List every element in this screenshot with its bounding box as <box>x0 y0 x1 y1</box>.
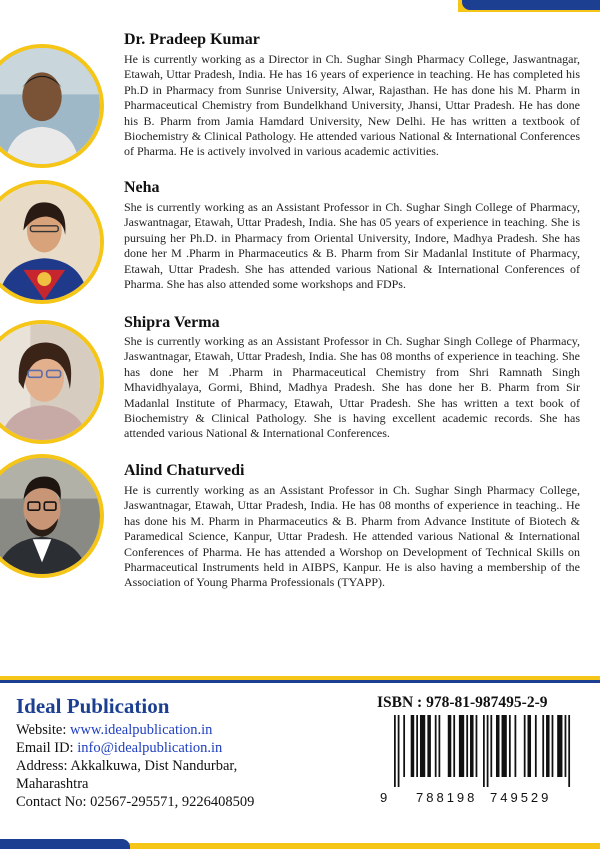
publisher-email <box>16 740 222 757</box>
author-photo <box>0 180 104 304</box>
author-name: Dr. Pradeep Kumar <box>124 31 260 48</box>
barcode-bar <box>448 715 452 777</box>
barcode-bar <box>502 715 507 777</box>
barcode-bars <box>394 715 576 787</box>
author-bio: He is currently working as an Assistant Professor in Ch. Sughar Singh Pharmacy College, Jaswantnagar, Etawah, Uttar Pradesh, India. He has 08 months of experience in teaching.. He has done his M. Pharm in Pharmaceutics & B. Pharm from Advance Institute of Biotech & Paramedical Science, Kanpur, Uttar Pradesh. He attended various National & International Conferences of Pharma. He has attended a Worshop on Development of Technical Skills on Pharmaceutical Instruments held in AIBPS, Kanpur. He is also having a membership of the Association of Young Pharma Professionals (TYAPP). <box>124 483 580 590</box>
author-name: Neha <box>124 179 160 196</box>
author-bio: She is currently working as an Assistant Professor in Ch. Sughar Singh College of Pharmacy, Jaswantnagar, Etawah, Uttar Pradesh, India. She has 05 years of experience in teaching. She is pursuing her Ph.D. in Pharmacy from Oriental University, Indore, Madhya Pradesh. She has done her M .Pharm in Pharmaceutics & B. Pharm from Sir Madanlal Institute of Pharmacy, Etawah, Uttar Pradesh. She has attended various National & International Conferences of Pharma. She has also attended some workshops and FDPs. <box>124 200 580 292</box>
barcode-digits-right: 749529 <box>490 790 552 805</box>
barcode-bar <box>411 715 415 777</box>
top-accent-tab <box>462 0 600 10</box>
website-label: Website: <box>16 722 70 738</box>
barcode-digit-first: 9 <box>380 790 388 805</box>
author-bio: He is currently working as a Director in Ch. Sughar Singh Pharmacy College, Jaswantnagar, Etawah, Uttar Pradesh, India. He has 16 years of experience in teaching. He has completed his Ph.D in Pharmacy from Sunrise University, Alwar, Rajasthan. He has done his M. Pharm in Pharmaceutical Chemistry from Bundelkhand University, Jhansi, Uttar Pradesh. He has done his B. Pharm from Jamia Hamdard University, New Delhi. He has written a textbook of Biochemistry & Clinical Pathology. He attended various National & International Conferences of Pharma. He is actively involved in various academic activities. <box>124 52 580 159</box>
barcode-bar <box>546 715 550 777</box>
author-photo <box>0 320 104 444</box>
barcode-bar <box>416 715 418 777</box>
barcode-bar <box>515 715 517 777</box>
barcode-bar <box>509 715 511 777</box>
author-photo <box>0 454 104 578</box>
barcode-bar <box>557 715 562 777</box>
barcode-bar <box>470 715 474 777</box>
publisher-website <box>16 722 212 739</box>
website-link[interactable]: www.idealpublication.in <box>70 722 213 738</box>
email-label: Email ID: <box>16 740 78 756</box>
barcode-bar <box>542 715 544 777</box>
barcode-bar <box>439 715 441 777</box>
footer-divider <box>0 680 600 683</box>
barcode-bar <box>427 715 431 777</box>
barcode-bar <box>459 715 464 777</box>
bottom-accent-tab <box>0 839 130 849</box>
barcode-digits-left: 788198 <box>416 790 478 805</box>
barcode-bar <box>483 715 485 787</box>
publisher-name: Ideal Publication <box>16 694 170 718</box>
barcode-bar <box>565 715 567 777</box>
barcode-bar <box>394 715 396 787</box>
author-name: Alind Chaturvedi <box>124 462 245 479</box>
isbn-label: ISBN : 978-81-987495-2-9 <box>377 694 548 711</box>
barcode-bar <box>496 715 500 777</box>
author-photo <box>0 44 104 168</box>
barcode-bar <box>466 715 468 777</box>
barcode-bar <box>403 715 405 777</box>
email-link[interactable]: info@idealpublication.in <box>77 740 223 756</box>
barcode-bar <box>453 715 455 777</box>
barcode-bar <box>476 715 478 777</box>
isbn-barcode <box>376 715 578 805</box>
author-bio: She is currently working as an Assistant Professor in Ch. Sughar Singh College of Pharmacy, Jaswantnagar, Etawah, Uttar Pradesh, India. She has 08 months of experience in teaching. She has done her M .Pharm in Pharmaceutical Chemistry from Shri Ramnath Singh Mhavidhyalaya, Gormi, Bhind, Madhya Pradesh. She has done her B. Pharm from Sir Madanlal Institute of Pharmacy, Etawah, Uttar Pradesh. She has written a text book of Biochemistry & Clinical Pathology. She is having excellent academic records. She has attended various National & International Conferences. <box>124 334 580 441</box>
author-name: Shipra Verma <box>124 314 220 331</box>
barcode-bar <box>568 715 570 787</box>
barcode-bar <box>524 715 526 777</box>
barcode-bar <box>487 715 489 787</box>
publisher-address-line1: Address: Akkalkuwa, Dist Nandurbar, <box>16 758 238 774</box>
barcode-bar <box>552 715 554 777</box>
barcode-bar <box>535 715 537 777</box>
barcode-bar <box>420 715 425 777</box>
barcode-bar <box>490 715 492 777</box>
barcode-bar <box>435 715 437 777</box>
publisher-address-line2: Maharashtra <box>16 776 89 792</box>
barcode-bar <box>528 715 532 777</box>
publisher-contact: Contact No: 02567-295571, 9226408509 <box>16 794 255 810</box>
barcode-bar <box>398 715 400 787</box>
